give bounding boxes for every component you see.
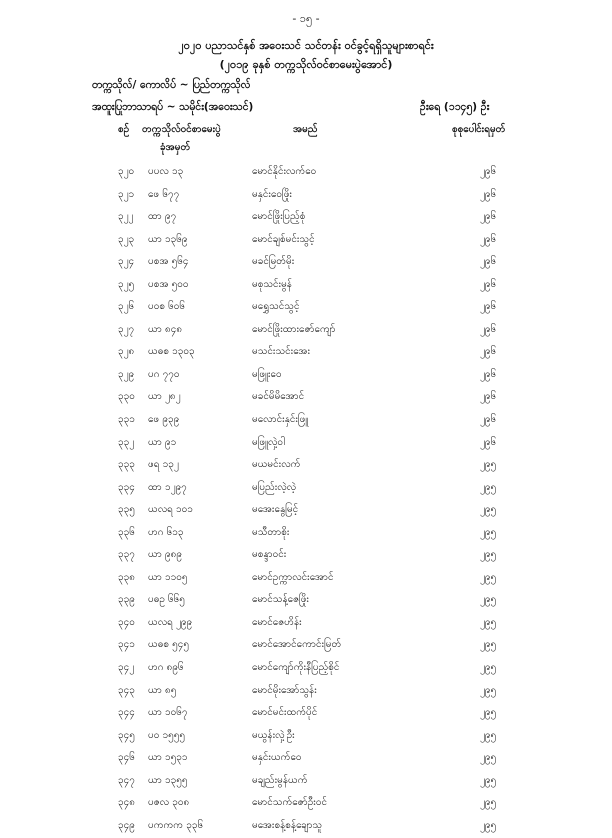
total-score-cell: ၂၉၅ — [480, 774, 497, 786]
roll-number-cell: ပစအ ၅၀၀ — [148, 278, 189, 290]
table-row — [0, 635, 612, 658]
roll-number-cell: ယဓစ ၁၃၀၃ — [148, 346, 195, 358]
total-score-cell: ၂၉၆ — [480, 346, 497, 358]
roll-number-cell: ပဝ ၁၅၅၅ — [148, 729, 185, 741]
serial-no-cell: ၃၂၀ — [118, 166, 135, 177]
total-score-cell: ၂၉၆ — [480, 233, 497, 245]
student-name-cell: မနှင်းဝေဖြိုး — [252, 188, 292, 200]
roll-number-cell: ပဓဥ ၆၆၅ — [148, 594, 185, 606]
total-score-cell: ၂၉၅ — [480, 819, 497, 831]
serial-no-cell: ၃၂၈ — [118, 346, 135, 358]
roll-number-cell: ယာ ၁၁၀၅ — [148, 571, 188, 583]
serial-no-cell: ၃၃၈ — [118, 571, 135, 583]
roll-number-cell: ဖရ ၁၃၂ — [148, 459, 179, 471]
total-score-cell: ၂၉၅ — [480, 797, 497, 809]
roll-number-cell: ပဝစ ၆၀၆ — [148, 301, 185, 313]
total-score-cell: ၂၉၅ — [480, 639, 497, 651]
student-table — [0, 162, 612, 838]
total-score-cell: ၂၉၆ — [480, 256, 497, 268]
student-name-cell: မောင်မင်းထက်ပိုင် — [252, 707, 318, 719]
table-row — [0, 726, 612, 749]
total-score-cell: ၂၉၅ — [480, 752, 497, 764]
student-name-cell: မယွန်းလှဲ့ဦး — [252, 729, 295, 741]
total-score-cell: ၂၉၆ — [480, 188, 497, 200]
table-row — [0, 816, 612, 838]
serial-no-cell: ၃၂၉ — [118, 368, 135, 380]
student-name-cell: မောင်သန့်ဇေဖြိုး — [252, 594, 309, 606]
table-row — [0, 162, 612, 185]
serial-no-cell: ၃၂၆ — [118, 301, 135, 313]
total-score-cell: ၂၉၆ — [480, 211, 497, 223]
total-score-cell: ၂၉၅ — [480, 459, 497, 471]
roll-number-cell: ယလရ ၁၀၁ — [148, 504, 193, 516]
table-row — [0, 433, 612, 456]
total-score-cell: ၂၉၆ — [480, 166, 497, 177]
header-roll-number: တက္ကသိုလ်ဝင်စာမေးပွဲ — [142, 124, 221, 135]
table-row — [0, 252, 612, 275]
total-score-cell: ၂၉၅ — [480, 594, 497, 606]
student-name-cell: မသင်းသင်းအေး — [252, 346, 310, 358]
serial-no-cell: ၃၂၇ — [118, 323, 135, 335]
table-row — [0, 365, 612, 388]
table-row — [0, 748, 612, 771]
header-name: အမည် — [293, 124, 318, 135]
student-name-cell: မောင်နိုင်းလက်ဝေ — [252, 166, 317, 177]
serial-no-cell: ၃၄၁ — [118, 639, 135, 651]
table-row — [0, 320, 612, 343]
roll-number-cell: ယာ ၁၃၅၅ — [148, 774, 188, 786]
table-row — [0, 568, 612, 591]
table-row — [0, 658, 612, 681]
total-score-cell: ၂၉၅ — [480, 504, 497, 516]
student-name-cell: မောင်ဥက္ကာလင်းအောင် — [252, 571, 334, 583]
roll-number-cell: ယာ ၁၅၃၁ — [148, 752, 188, 764]
student-name-cell: မဖြူးဝေ — [252, 368, 282, 380]
total-score-cell: ၂၉၅ — [480, 684, 497, 696]
serial-no-cell: ၃၂၃ — [118, 233, 135, 245]
serial-no-cell: ၃၃၄ — [118, 481, 135, 493]
table-row — [0, 185, 612, 208]
student-name-cell: မရွှေသင်သွင့် — [252, 301, 300, 313]
roll-number-cell: ဖေ ၆၇၇ — [148, 188, 180, 200]
table-row — [0, 410, 612, 433]
total-score-cell: ၂၉၅ — [480, 662, 497, 674]
serial-no-cell: ၃၃၅ — [118, 504, 135, 516]
student-name-cell: မစုသင်းမွန် — [252, 278, 292, 290]
student-name-cell: မောင်ချစ်မင်းသွင့် — [252, 233, 315, 245]
table-row — [0, 545, 612, 568]
serial-no-cell: ၃၄၀ — [118, 616, 135, 628]
total-score-cell: ၂၉၅ — [480, 481, 497, 493]
student-name-cell: မခင်မြတ်မိုး — [252, 256, 295, 268]
serial-no-cell: ၃၃၀ — [118, 391, 135, 403]
table-row — [0, 793, 612, 816]
student-name-cell: မစန္ဒာဝင်း — [252, 549, 287, 561]
roll-number-cell: ပကကက ၃၃၆ — [148, 819, 204, 831]
student-name-cell: မဖြူလှဲ့ဝါ — [252, 436, 285, 448]
roll-number-cell: ဖေ ၉၃၉ — [148, 414, 180, 426]
student-name-cell: မခင်မိမိအောင် — [252, 391, 305, 403]
roll-number-cell: ယလရ ၂၉၉ — [148, 616, 193, 628]
document-subtitle: (၂၀၁၉ ခုနှစ် တက္ကသိုလ်ဝင်စာမေးပွဲအောင်) — [219, 58, 393, 71]
total-score-cell: ၂၉၆ — [480, 301, 497, 313]
total-score-cell: ၂၉၅ — [480, 616, 497, 628]
table-row — [0, 703, 612, 726]
serial-no-cell: ၃၄၂ — [118, 662, 135, 674]
serial-no-cell: ၃၄၈ — [118, 797, 135, 809]
header-serial-no: စဉ် — [118, 124, 130, 135]
serial-no-cell: ၃၂၅ — [118, 278, 135, 290]
student-name-cell: မလောင်းနှင်းဖြူ — [252, 414, 309, 426]
table-row — [0, 297, 612, 320]
table-row — [0, 771, 612, 794]
roll-number-cell: ပဇလ ၃၀၈ — [148, 797, 190, 809]
table-row — [0, 478, 612, 501]
student-name-cell: မသီတာစိုး — [252, 526, 290, 538]
table-row — [0, 230, 612, 253]
table-row — [0, 275, 612, 298]
table-row — [0, 523, 612, 546]
total-score-cell: ၂၉၅ — [480, 571, 497, 583]
roll-number-cell: ဟဂ ၆၁၃ — [148, 526, 184, 538]
roll-number-cell: ထာ ၉၇ — [148, 211, 177, 223]
student-name-cell: မယမင်းလက် — [252, 459, 301, 471]
table-row — [0, 342, 612, 365]
serial-no-cell: ၃၄၄ — [118, 707, 135, 719]
document-title: ၂၀၂၀ ပညာသင်နှစ် အဝေးသင် သင်တန်း ဝင်ခွင့်ရရှိသူများစာရင်း — [178, 39, 434, 52]
roll-number-cell: ယာ ၈၄၈ — [148, 323, 183, 335]
total-score-cell: ၂၉၅ — [480, 526, 497, 538]
student-name-cell: မောင်ဖြိုးပြည့်စုံ — [252, 211, 306, 223]
total-score-cell: ၂၉၅ — [480, 729, 497, 741]
serial-no-cell: ၃၄၃ — [118, 684, 135, 696]
header-total-score: စုစုပေါင်းရမှတ် — [452, 124, 506, 135]
roll-number-cell: ထာ ၁၂၉၇ — [148, 481, 187, 493]
table-row — [0, 500, 612, 523]
total-score-cell: ၂၉၅ — [480, 549, 497, 561]
roll-number-cell: ပစအ ၅၆၄ — [148, 256, 189, 268]
serial-no-cell: ၃၄၅ — [118, 729, 135, 741]
total-score-cell: ၂၉၆ — [480, 368, 497, 380]
header-roll-number-line2: ခုံအမှတ် — [160, 142, 191, 153]
page-number: - ၁၅ - — [292, 12, 320, 25]
total-score-cell: ၂၉၆ — [480, 323, 497, 335]
serial-no-cell: ၃၃၉ — [118, 594, 135, 606]
table-row — [0, 387, 612, 410]
roll-number-cell: ယာ ၉၈၉ — [148, 549, 182, 561]
roll-number-cell: ပဂ ၇၇၀ — [148, 368, 180, 380]
student-name-cell: မချည်းမွန်ယက် — [252, 774, 308, 786]
student-name-cell: မောင်ကျော်ကိုးနီပြည့်စိုင် — [252, 662, 340, 674]
serial-no-cell: ၃၂၄ — [118, 256, 135, 268]
serial-no-cell: ၃၃၇ — [118, 549, 135, 561]
student-name-cell: မနှင်းယက်ဝေ — [252, 752, 302, 764]
total-score-cell: ၂၉၆ — [480, 278, 497, 290]
roll-number-cell: ပပလ ၁၃ — [148, 166, 184, 177]
student-name-cell: မပြည်းလဲ့လဲ့ — [252, 481, 297, 493]
student-name-cell: မောင်ဇေဟိန်း — [252, 616, 302, 628]
total-score-cell: ၂၉၆ — [480, 414, 497, 426]
student-name-cell: မအေးနွေမြင့် — [252, 504, 299, 516]
serial-no-cell: ၃၃၁ — [118, 414, 135, 426]
total-score-cell: ၂၉၆ — [480, 436, 497, 448]
serial-no-cell: ၃၃၂ — [118, 436, 135, 448]
table-row — [0, 455, 612, 478]
total-score-cell: ၂၉၅ — [480, 707, 497, 719]
roll-number-cell: ယာ ၂၈၂ — [148, 391, 181, 403]
serial-no-cell: ၃၃၃ — [118, 459, 135, 471]
total-count-label: ဦးရေ (၁၁၄၅) ဦး — [420, 101, 490, 113]
major-subject-label: အထူးပြုဘာသာရပ် ~ သမိုင်း(အဝေးသင်) — [92, 101, 254, 113]
roll-number-cell: ဟဂ ၈၉၆ — [148, 662, 184, 674]
student-name-cell: မောင်ဖြိုးထားဇော်ကျော် — [252, 323, 336, 335]
serial-no-cell: ၃၄၉ — [118, 819, 135, 831]
serial-no-cell: ၃၄၇ — [118, 774, 135, 786]
total-score-cell: ၂၉၆ — [480, 391, 497, 403]
student-name-cell: မောင်အောင်ကောင်းမြတ် — [252, 639, 342, 651]
student-name-cell: မောင်သက်ဇော်ဦးဝင် — [252, 797, 327, 809]
serial-no-cell: ၃၂၁ — [118, 188, 135, 200]
roll-number-cell: ယာ ၈၅ — [148, 684, 177, 696]
table-row — [0, 207, 612, 230]
roll-number-cell: ယာ ၁၀၆၇ — [148, 707, 188, 719]
roll-number-cell: ယာ ၉၁ — [148, 436, 177, 448]
table-row — [0, 613, 612, 636]
table-row — [0, 590, 612, 613]
student-name-cell: မောင်မိုးအော်သွန်း — [252, 684, 317, 696]
serial-no-cell: ၃၄၆ — [118, 752, 135, 764]
roll-number-cell: ယဓစ ၅၄၅ — [148, 639, 190, 651]
university-label: တက္ကသိုလ်/ ကောလိပ် ~ ပြည်တက္ကသိုလ် — [92, 79, 251, 91]
serial-no-cell: ၃၂၂ — [118, 211, 134, 223]
table-row — [0, 681, 612, 704]
serial-no-cell: ၃၃၆ — [118, 526, 135, 538]
roll-number-cell: ယာ ၁၃၆၉ — [148, 233, 188, 245]
student-name-cell: မအေးစန့်စန့်ချောသူ — [252, 819, 323, 831]
